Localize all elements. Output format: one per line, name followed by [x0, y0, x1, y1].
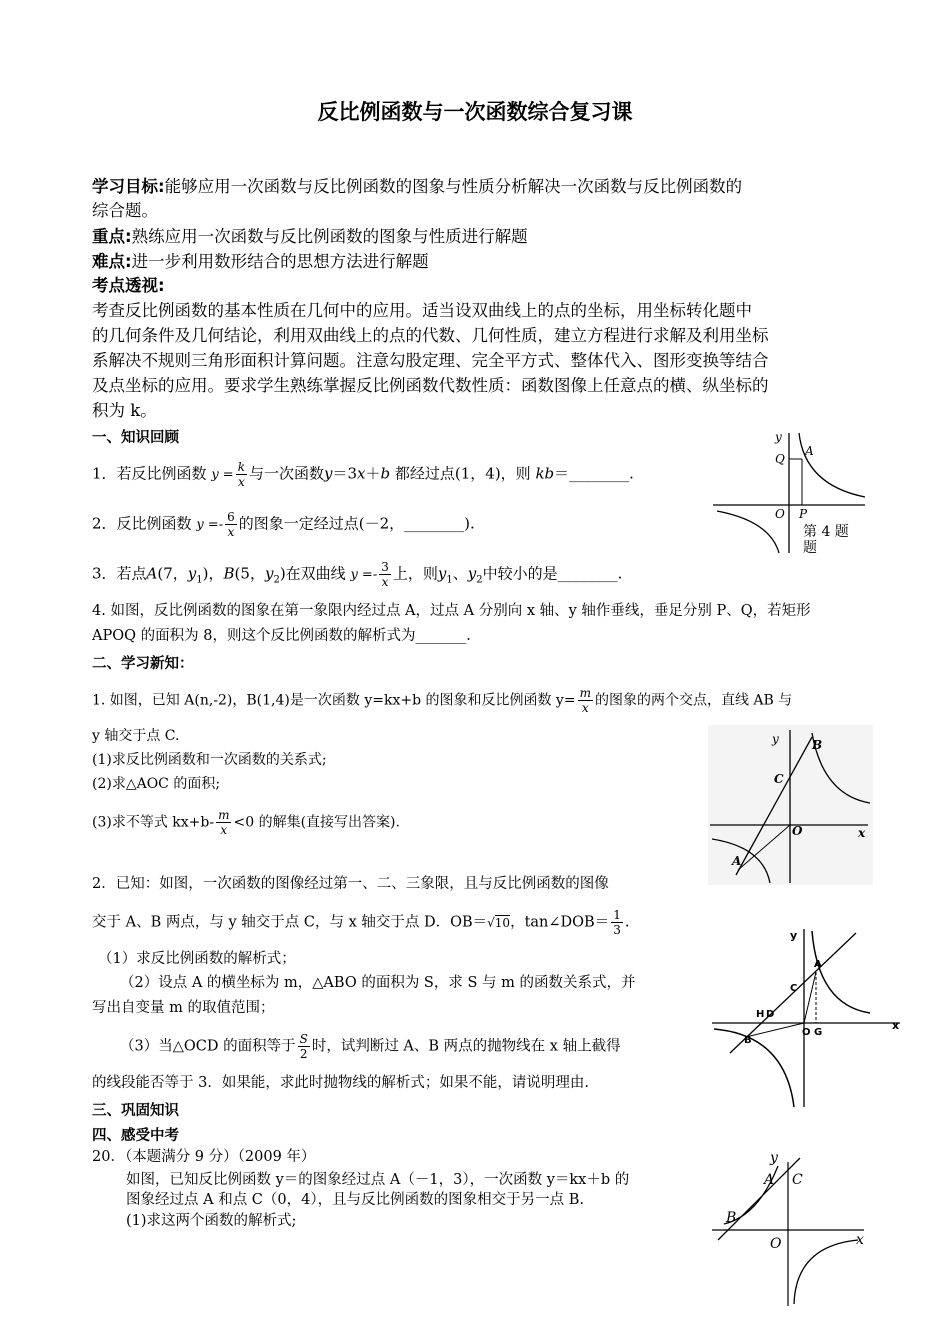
exam-line-3: 系解决不规则三角形面积计算问题。注意勾股定理、完全平方式、整体代入、图形变换等结合: [92, 351, 769, 370]
exam-line-5: 积为 k。: [92, 401, 157, 420]
q1-text-a: 1．若反比例函数: [92, 464, 207, 483]
new-p2-line5: 写出自变量 m 的取值范围；: [92, 1000, 275, 1016]
key-text: 熟练应用一次函数与反比例函数的图象与性质进行解题: [131, 227, 528, 246]
fig1-label-c: C: [774, 772, 784, 786]
fig4-label-y: y: [775, 430, 782, 444]
q1-fraction: [236, 460, 247, 489]
fig2-label-a: A: [814, 959, 822, 970]
fig4-label-a: A: [805, 444, 814, 458]
q3-frac-den: x: [381, 575, 389, 589]
review-q1: [92, 460, 634, 489]
figure-exam-20: [708, 1144, 878, 1309]
section-review: 一、知识回顾: [92, 430, 179, 446]
q3-fraction: [379, 560, 391, 589]
p1-frac2-num: m: [218, 808, 230, 822]
learning-goals: [92, 175, 742, 199]
q2-text-a: 2．反比例函数: [92, 514, 192, 533]
key-points: [92, 225, 528, 249]
q3-sub1: 1: [196, 574, 203, 586]
q3-y1: y: [187, 564, 197, 583]
p2-text-b: 交于 A、B 两点，与 y 轴交于点 C，与 x 轴交于点 D．OB＝: [92, 914, 488, 931]
fig4-label-p: P: [799, 507, 808, 521]
q1-b: b: [380, 464, 391, 483]
q3-t2: (7，: [157, 564, 188, 583]
fig2-label-o: O: [802, 1027, 811, 1038]
q1-y: y: [324, 464, 333, 483]
q2-frac-prefix: y =-: [196, 517, 224, 533]
new-p1-line5: [92, 808, 400, 837]
q1-x: x: [357, 464, 366, 483]
q3-t4: (5，: [234, 564, 265, 583]
fig2-label-h: H: [756, 1009, 765, 1020]
difficulty-text: 进一步利用数形结合的思想方法进行解题: [131, 252, 429, 271]
q3-y1b: y: [437, 564, 447, 583]
fig4-hyperbola-q3: [717, 511, 779, 553]
p2-text-d: .: [624, 914, 630, 931]
exam-line-2: 的几何条件及几何结论，利用双曲线上的点的代数、几何性质，建立方程进行求解及利用坐标: [92, 326, 769, 345]
p1-text-b: 的图象的两个交点，直线 AB 与: [594, 692, 793, 709]
q3-B: B: [223, 564, 235, 583]
fig4-label-o: O: [775, 507, 785, 521]
p1-frac-den: x: [581, 701, 589, 715]
exam20-line2: 如图，已知反比例函数 y＝的图象经过点 A（－1，3），一次函数 y＝kx＋b 的: [126, 1172, 630, 1188]
p1-text-g: <0 的解集(直接写出答案).: [233, 814, 400, 831]
p1-fraction-2: [216, 808, 231, 837]
q3-t6: 上，则: [392, 564, 438, 583]
new-p1-line2: y 轴交于点 C.: [92, 728, 180, 744]
q1-frac-den: x: [237, 475, 245, 489]
section-exam: 四、感受中考: [92, 1128, 179, 1144]
p2-fraction-2: [298, 1032, 310, 1061]
q1-frac-prefix: y =: [211, 467, 234, 483]
fig4-label-q: Q: [775, 452, 785, 466]
review-q4-line2: APOQ 的面积为 8，则这个反比例函数的解析式为_______.: [92, 628, 471, 644]
p2-text-i: 时，试判断过 A、B 两点的抛物线在 x 轴上截得: [311, 1038, 621, 1055]
q2-frac-den: x: [227, 525, 235, 539]
key-label: 重点:: [92, 227, 132, 246]
fig1-label-y: y: [772, 732, 779, 746]
fig4-caption-2: 题: [803, 540, 817, 556]
fig1-label-b: B: [812, 738, 823, 752]
fig4-hyperbola-q1: [799, 433, 865, 497]
q1-kb: kb: [535, 464, 555, 483]
q3-t8: 中较小的是________.: [482, 564, 623, 583]
goals-label: 学习目标:: [92, 177, 165, 196]
p2-frac-num: 1: [613, 908, 621, 922]
new-p1-line1: [92, 686, 792, 715]
fig20-label-c: C: [792, 1172, 803, 1188]
q3-frac-num: 3: [381, 560, 389, 574]
difficulty-label: 难点:: [92, 252, 132, 271]
goals-text-cont: 综合题。: [92, 201, 158, 220]
p1-fraction: [578, 686, 593, 715]
q3-sub2: 2: [273, 574, 280, 586]
q2-text-b: 的图象一定经过点(－2，________).: [238, 514, 475, 533]
p2-fraction: [611, 908, 623, 937]
fig1-label-x: x: [858, 826, 866, 840]
figure-new-1: [708, 725, 873, 885]
fig2-label-x: x: [892, 1019, 900, 1032]
fig2-hyperbola-q1: [812, 931, 870, 1013]
page-title: 反比例函数与一次函数综合复习课: [317, 100, 633, 124]
review-q3: [92, 560, 622, 591]
q2-frac-num: 6: [227, 510, 235, 524]
fig2-label-d: D: [766, 1009, 775, 1020]
fig4-caption: 第 4 题: [803, 524, 849, 540]
p1-frac2-den: x: [220, 823, 228, 837]
exam-line-4: 及点坐标的应用。要求学生熟练掌握反比例函数代数性质：函数图像上任意点的横、纵坐标的: [92, 376, 769, 395]
q1-text-b: 与一次函数: [248, 464, 324, 483]
new-p2-line4: （2）设点 A 的横坐标为 m，△ABO 的面积为 S，求 S 与 m 的函数关系式，并: [120, 975, 636, 991]
new-p2-line3: （1）求反比例函数的解析式；: [98, 951, 296, 967]
q1-blank: ＝________.: [554, 464, 634, 483]
exam20-line4: (1)求这两个函数的解析式;: [126, 1213, 297, 1229]
q1-frac-num: k: [237, 460, 245, 474]
q3-y2: y: [264, 564, 274, 583]
p2-text-c: ，tan∠DOB＝: [510, 914, 610, 931]
p1-text-a: 1. 如图，已知 A(n,-2)，B(1,4)是一次函数 y=kx+b 的图象和反比例函数 y=: [92, 692, 576, 709]
p2-frac-den: 3: [613, 923, 621, 937]
p2-frac2-num: S: [299, 1032, 308, 1046]
fig20-label-a: A: [764, 1172, 775, 1188]
fig20-hyperbola-q4: [794, 1240, 858, 1304]
section-consolidate: 三、巩固知识: [92, 1103, 179, 1119]
fig2-hyperbola-q3: [714, 1029, 794, 1107]
exam20-line3: 图象经过点 A 和点 C（0，4），且与反比例函数的图象相交于另一点 B.: [126, 1192, 584, 1208]
exam20-line1: 20．（本题满分 9 分）（2009 年）: [92, 1149, 316, 1165]
fig20-label-x: x: [856, 1232, 864, 1248]
exam-line-1: 考查反比例函数的基本性质在几何中的应用。适当设双曲线上的点的坐标，用坐标转化题中: [92, 301, 752, 320]
p1-text-f: (3)求不等式 kx+b-: [92, 814, 215, 831]
fig2-label-c: C: [790, 983, 798, 994]
q1-plus: ＋: [365, 464, 381, 483]
q3-t1: 3．若点: [92, 564, 147, 583]
fig2-label-g: G: [814, 1027, 823, 1038]
fig2-segment-AO: [804, 972, 816, 1023]
new-p2-line1: 2．已知：如图，一次函数的图像经过第一、二、三象限，且与反比例函数的图像: [92, 876, 609, 892]
review-q4-line1: 4. 如图，反比例函数的图象在第一象限内经过点 A，过点 A 分别向 x 轴、y 轴作垂线，垂足分别 P、Q，若矩形: [92, 603, 811, 619]
fig20-label-o: O: [770, 1236, 782, 1252]
p2-sqrt-value: 10: [494, 915, 511, 930]
q3-sub4: 2: [476, 574, 483, 586]
new-p1-line4: (2)求△AOC 的面积;: [92, 776, 221, 792]
q3-A: A: [146, 564, 158, 583]
new-p2-line7: 的线段能否等于 3．如果能，求此时抛物线的解析式；如果不能，请说明理由.: [92, 1075, 589, 1091]
q3-t3: )，: [202, 564, 224, 583]
q3-t7: 、: [452, 564, 468, 583]
p1-frac-num: m: [579, 686, 591, 700]
fig2-label-y: y: [790, 929, 798, 942]
fig20-label-y: y: [770, 1150, 778, 1166]
p2-frac2-den: 2: [299, 1047, 308, 1061]
p2-text-h: （3）当△OCD 的面积等于: [120, 1038, 296, 1055]
fig1-label-a: A: [732, 854, 742, 868]
q3-frac-prefix: y =-: [350, 567, 378, 583]
q1-text-h: 都经过点(1，4)，则: [390, 464, 536, 483]
new-p1-line3: (1)求反比例函数和一次函数的关系式;: [92, 752, 327, 768]
new-p2-line2: [92, 908, 629, 937]
review-q2: [92, 510, 475, 539]
exam-label: 考点透视:: [92, 276, 165, 295]
q3-sub3: 1: [446, 574, 453, 586]
q3-y2b: y: [467, 564, 477, 583]
fig1-label-o: O: [792, 824, 803, 838]
q3-t5: )在双曲线: [279, 564, 346, 583]
q2-fraction: [225, 510, 237, 539]
q1-eq: ＝3: [332, 464, 358, 483]
p2-sqrt: √10: [487, 915, 511, 930]
section-new: 二、学习新知：: [92, 656, 194, 672]
goals-text: 能够应用一次函数与反比例函数的图象与性质分析解决一次函数与反比例函数的: [164, 177, 743, 196]
figure-new-2: [710, 925, 905, 1110]
new-p2-line6: [120, 1032, 621, 1061]
difficulty-points: [92, 250, 429, 274]
fig20-label-b: B: [726, 1210, 737, 1226]
fig2-label-b: B: [744, 1035, 752, 1046]
